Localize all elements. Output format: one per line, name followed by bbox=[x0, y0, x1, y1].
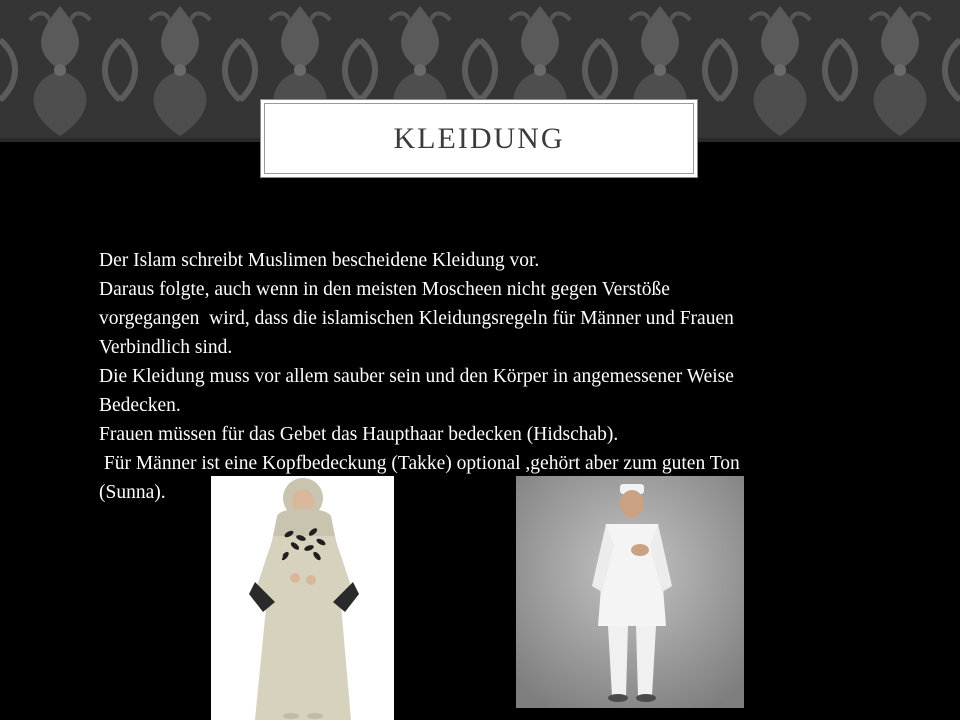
paragraph-line: Der Islam schreibt Muslimen bescheidene Kleidung vor. bbox=[99, 250, 540, 271]
paragraph-line: Verbindlich sind. bbox=[99, 337, 233, 358]
title-box bbox=[260, 99, 698, 178]
paragraph-line: Bedecken. bbox=[99, 395, 181, 416]
paragraph-line: Für Männer ist eine Kopfbedeckung (Takke) optional ,gehört aber zum guten Ton bbox=[99, 453, 740, 474]
man-kurta-photo bbox=[516, 476, 744, 708]
paragraph-line: vorgegangen wird, dass die islamischen Kleidungsregeln für Männer und Frauen bbox=[99, 308, 734, 329]
paragraph-line: Daraus folgte, auch wenn in den meisten Moscheen nicht gegen Verstöße bbox=[99, 279, 670, 300]
woman-abaya-photo bbox=[211, 476, 394, 720]
slide-body-text bbox=[99, 246, 889, 507]
paragraph-line: Frauen müssen für das Gebet das Haupthaar bedecken (Hidschab). bbox=[99, 424, 619, 445]
paragraph-line: Die Kleidung muss vor allem sauber sein und den Körper in angemessener Weise bbox=[99, 366, 734, 387]
paragraph-line: (Sunna). bbox=[99, 482, 166, 503]
slide-title: KLEIDUNG bbox=[393, 121, 565, 155]
